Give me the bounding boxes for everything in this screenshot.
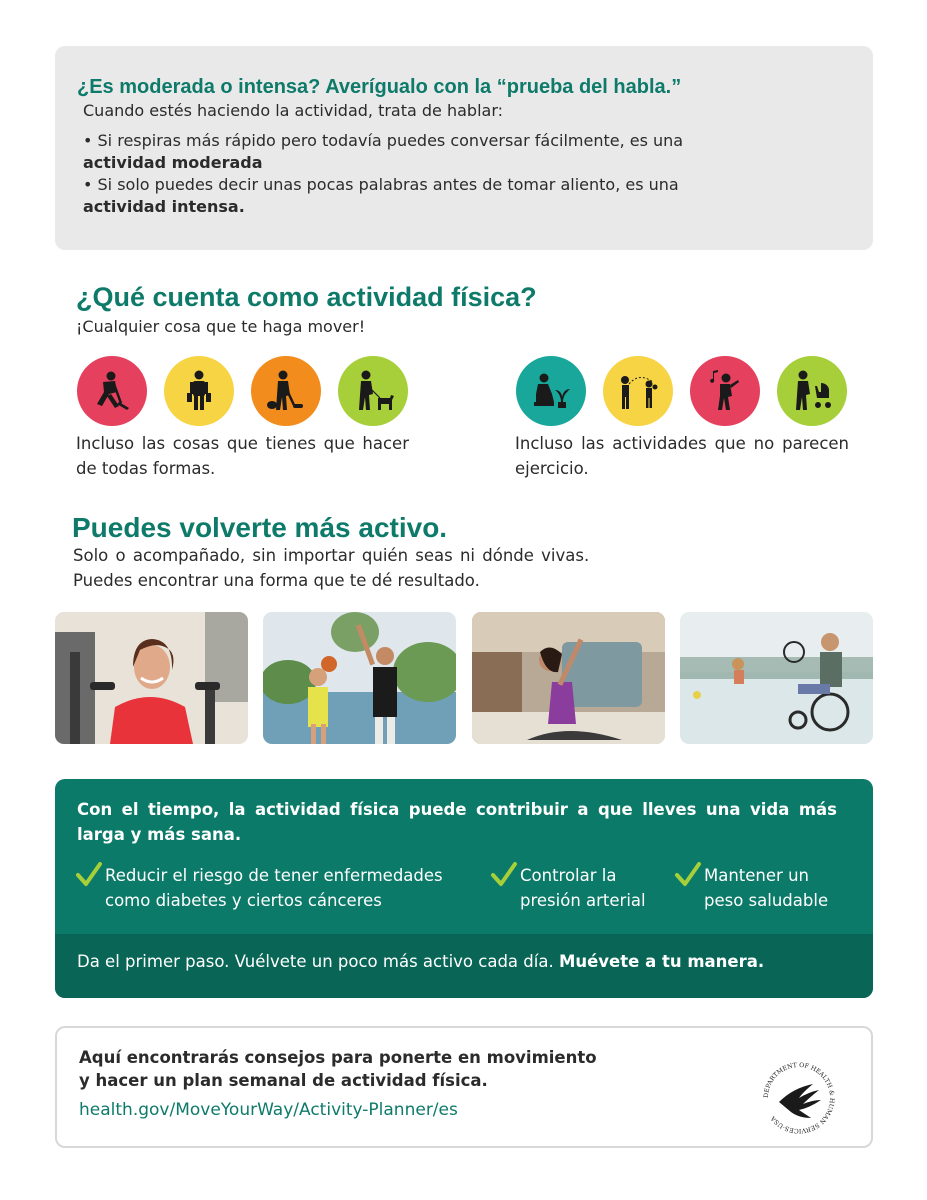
fun-activities-caption: Incluso las actividades que no parecen ejercicio. bbox=[515, 434, 849, 478]
benefit-line1: Controlar la bbox=[520, 866, 617, 885]
resource-line2: y hacer un plan semanal de actividad física. bbox=[79, 1071, 488, 1090]
talk-test-bullet-moderate bbox=[83, 130, 853, 174]
footer-regular: Da el primer paso. Vuélvete un poco más activo cada día. bbox=[77, 952, 554, 971]
benefit-text bbox=[105, 863, 443, 913]
talk-test-intro: Cuando estés haciendo la actividad, trata de hablar: bbox=[83, 101, 504, 120]
fun-activity-icons bbox=[516, 356, 847, 426]
talk-test-title: ¿Es moderada o intensa? Averígualo con la “prueba del habla.” bbox=[77, 76, 682, 98]
raking-icon bbox=[77, 356, 147, 426]
gardening-icon bbox=[516, 356, 586, 426]
talk-test-bullet-intense bbox=[83, 174, 853, 218]
bullet-bold: actividad moderada bbox=[83, 153, 263, 172]
benefits-box bbox=[55, 779, 873, 998]
resource-line1: Aquí encontrarás consejos para ponerte en movimiento bbox=[79, 1048, 597, 1067]
everyday-activity-icons bbox=[77, 356, 408, 426]
hhs-seal-icon bbox=[759, 1058, 839, 1138]
benefit-line1: Reducir el riesgo de tener enfermedades bbox=[105, 866, 443, 885]
carrying-bags-icon bbox=[164, 356, 234, 426]
bullet-text: • Si solo puedes decir unas pocas palabras antes de tomar aliento, es una bbox=[83, 175, 679, 194]
what-counts-subtitle: ¡Cualquier cosa que te haga mover! bbox=[76, 317, 366, 336]
yoga-photo bbox=[472, 612, 665, 744]
bullet-bold: actividad intensa. bbox=[83, 197, 245, 216]
resource-box bbox=[55, 1026, 873, 1148]
stroller-walking-icon bbox=[777, 356, 847, 426]
benefit-line1: Mantener un bbox=[704, 866, 809, 885]
footer-text bbox=[77, 952, 764, 971]
benefit-line2: como diabetes y ciertos cánceres bbox=[105, 891, 382, 910]
benefit-line2: peso saludable bbox=[704, 891, 829, 910]
benefit-line2: presión arterial bbox=[520, 891, 646, 910]
playing-catch-icon bbox=[603, 356, 673, 426]
benefits-title: Con el tiempo, la actividad física puede contribuir a que lleves una vida más larga y más sana. bbox=[77, 800, 837, 844]
benefit-text bbox=[520, 863, 646, 913]
bullet-text: • Si respiras más rápido pero todavía puedes conversar fácilmente, es una bbox=[83, 131, 684, 150]
benefit-item-blood-pressure bbox=[490, 863, 646, 913]
dog-walking-icon bbox=[338, 356, 408, 426]
seal-text: DEPARTMENT OF HEALTH & HUMAN SERVICES·USA bbox=[762, 1061, 836, 1135]
everyday-activities-caption: Incluso las cosas que tienes que hacer de todas formas. bbox=[76, 434, 409, 478]
benefit-text bbox=[704, 863, 828, 913]
checkmark-icon bbox=[75, 863, 105, 913]
be-active-line2: Puedes encontrar una forma que te dé resultado. bbox=[73, 571, 480, 590]
basketball-photo bbox=[263, 612, 456, 744]
be-active-line1: Solo o acompañado, sin importar quién seas ni dónde vivas. bbox=[73, 546, 590, 565]
wheelchair-tennis-photo bbox=[680, 612, 873, 744]
what-counts-title: ¿Qué cuenta como actividad física? bbox=[76, 282, 537, 312]
footer-bold: Muévete a tu manera. bbox=[558, 952, 765, 971]
checkmark-icon bbox=[674, 863, 704, 913]
benefit-item-weight bbox=[674, 863, 828, 913]
svg-text:DEPARTMENT OF HEALTH & HUMAN S bbox=[763, 1062, 835, 1134]
talk-test-box bbox=[55, 46, 873, 250]
activity-planner-link[interactable]: health.gov/MoveYourWay/Activity-Planner/es bbox=[79, 1100, 458, 1120]
vacuuming-icon bbox=[251, 356, 321, 426]
dancing-icon bbox=[690, 356, 760, 426]
be-active-title: Puedes volverte más activo. bbox=[72, 512, 448, 543]
benefit-item-disease bbox=[75, 863, 443, 913]
gym-photo bbox=[55, 612, 248, 744]
checkmark-icon bbox=[490, 863, 520, 913]
benefits-footer bbox=[55, 934, 873, 998]
resource-text bbox=[79, 1046, 597, 1092]
